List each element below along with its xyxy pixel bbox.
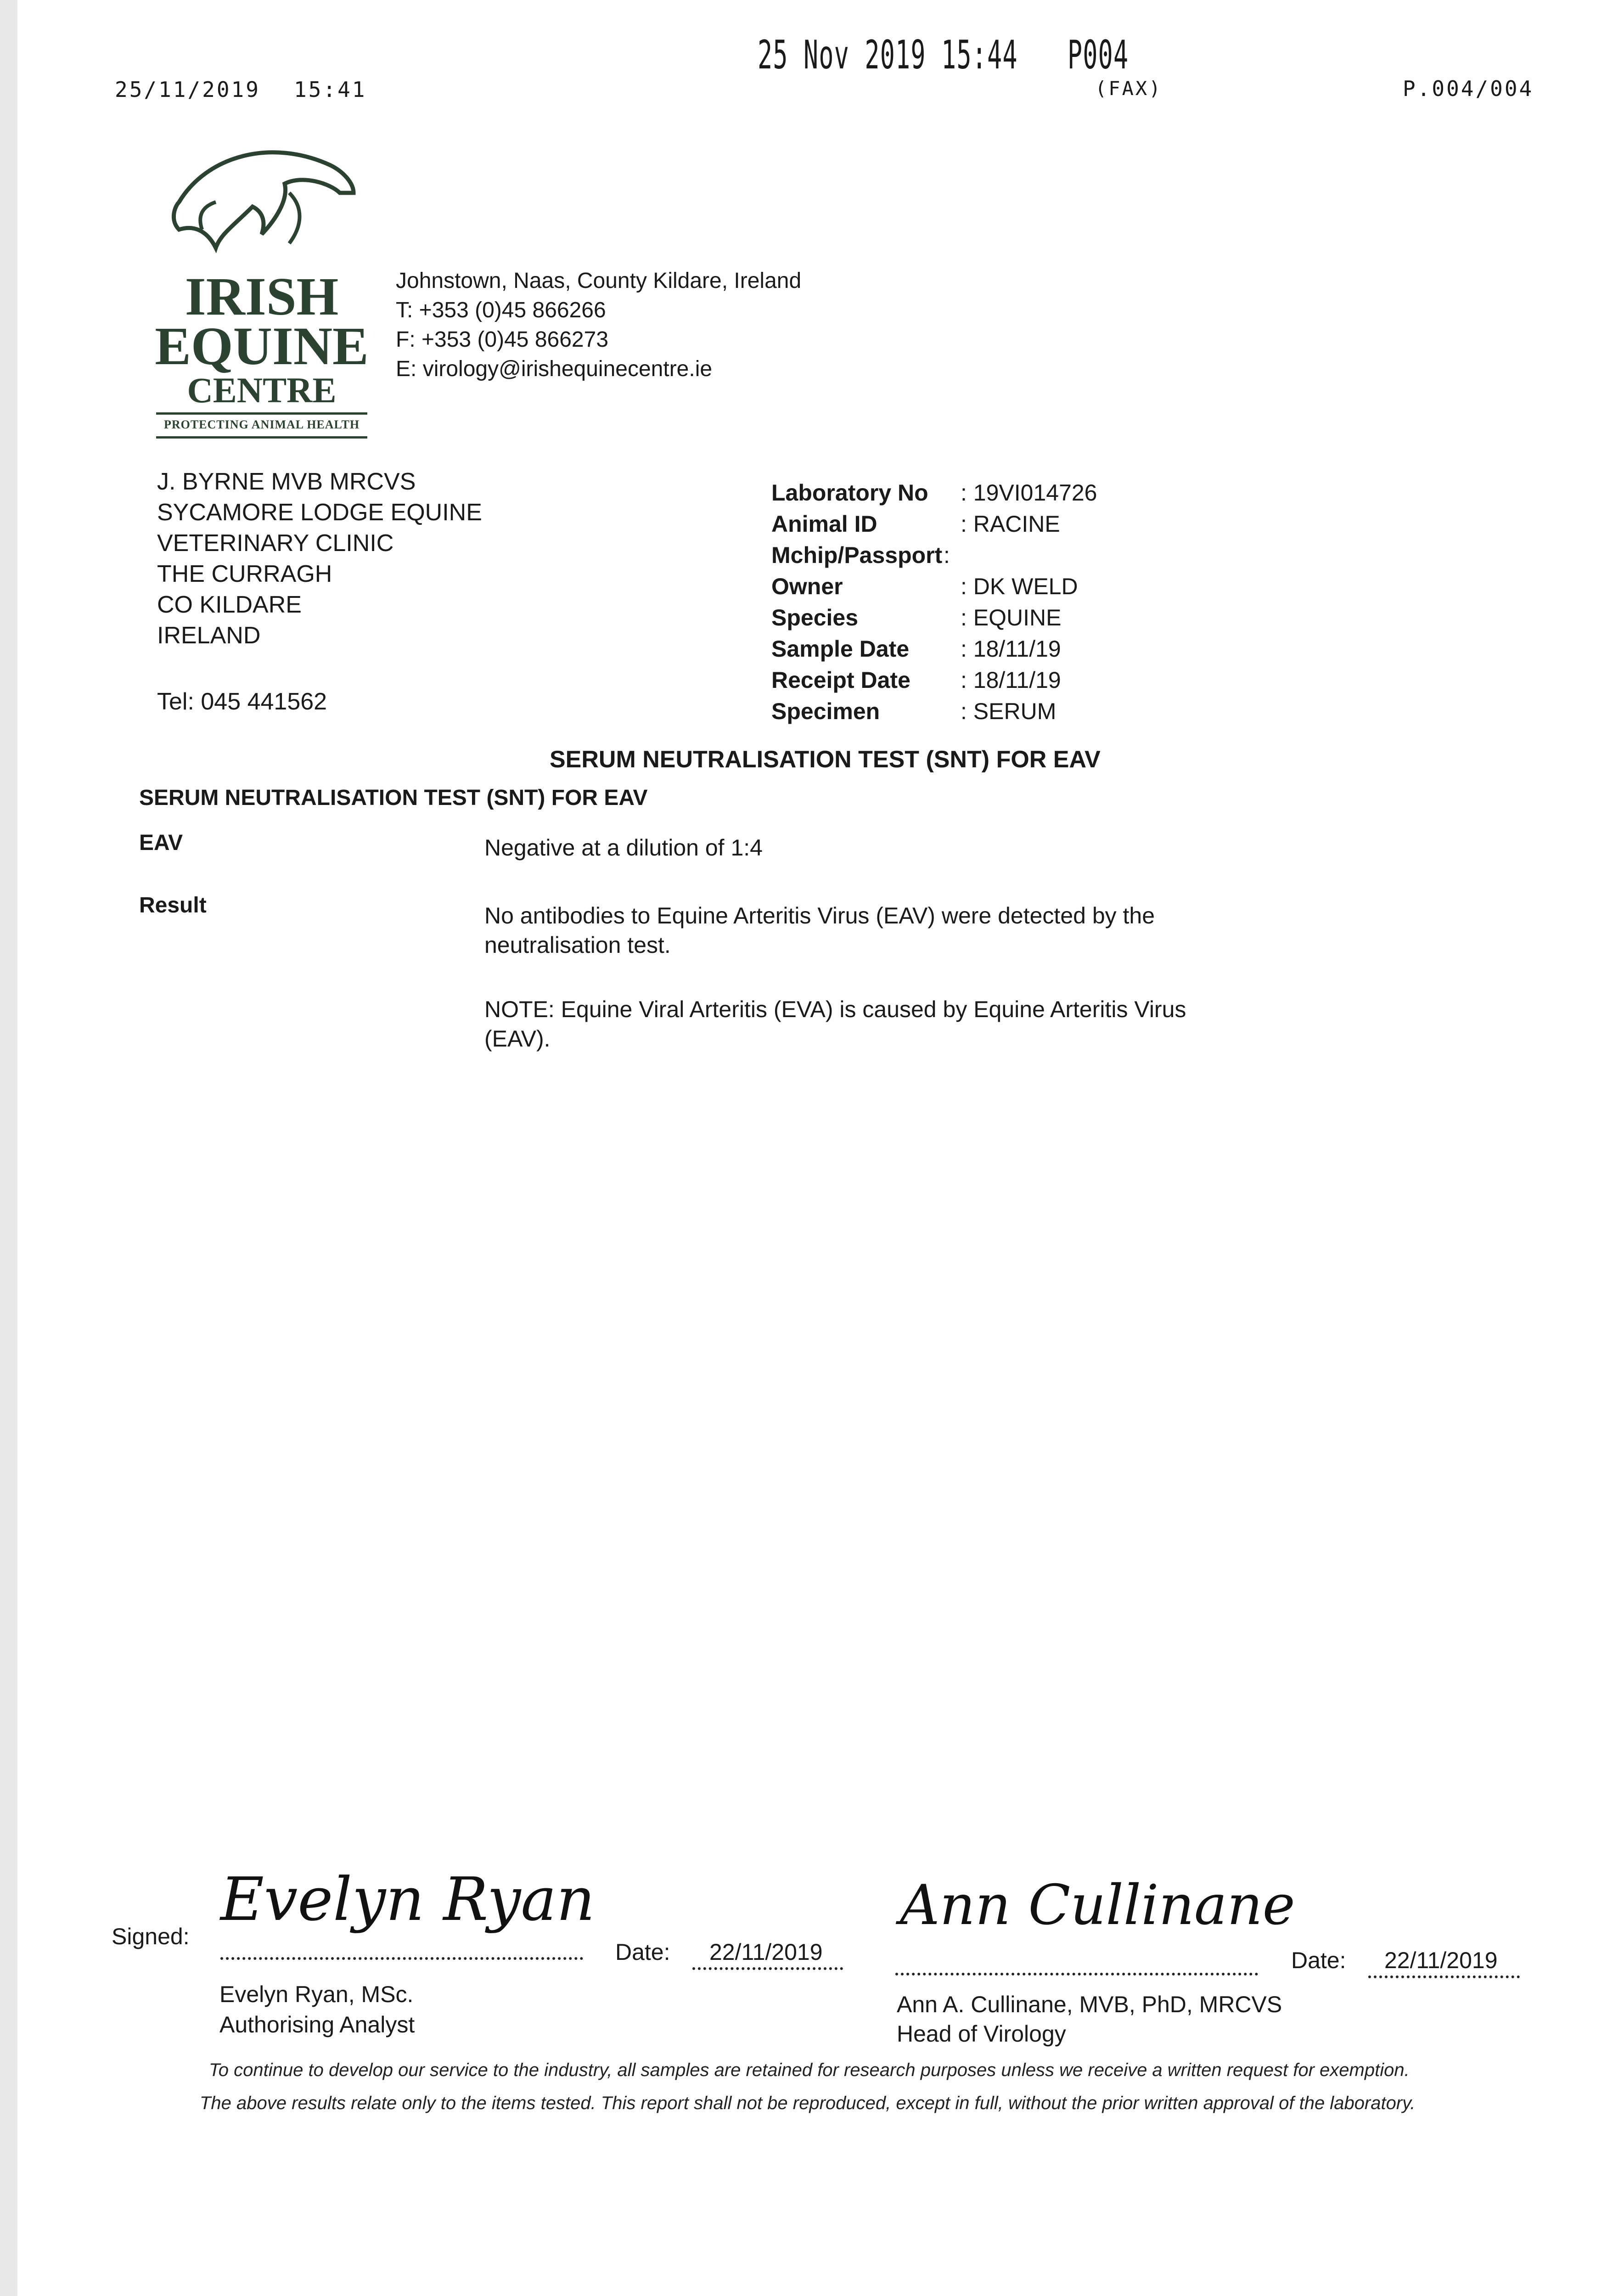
info-species [771, 604, 1139, 636]
lab-phone: T: +353 (0)45 866266 [396, 298, 606, 322]
analyst-signature-line [220, 1957, 583, 1960]
footer-line-2: The above results relate only to the items tested. This report shall not be reproduced, except in full, without the prior written approval of the laboratory. [200, 2093, 1416, 2113]
info-sample-date [771, 636, 1139, 667]
analyst-date-label: Date: [615, 1939, 670, 1965]
info-laboratory-no [771, 479, 1139, 511]
eav-label: EAV [139, 831, 183, 855]
result-line: No antibodies to Equine Arteritis Virus (EAV) were detected by the [484, 903, 1155, 929]
info-value: : [944, 542, 950, 568]
result-text [484, 901, 1155, 960]
info-value: : 19VI014726 [961, 480, 1097, 506]
info-label: Specimen [771, 698, 880, 724]
info-label: Species [771, 605, 859, 630]
footer-line-1: To continue to develop our service to the industry, all samples are retained for research purposes unless we receive a written request for exemption. [209, 2060, 1410, 2080]
fax-date-left: 25/11/2019 [115, 77, 260, 102]
recipient-tel: Tel: 045 441562 [157, 688, 327, 715]
head-date: 22/11/2019 [1384, 1947, 1498, 1973]
info-value: : 18/11/19 [961, 667, 1061, 693]
head-date-line [1368, 1975, 1520, 1978]
info-label: Mchip/Passport [771, 542, 943, 568]
info-animal-id [771, 511, 1139, 542]
recipient-line: THE CURRAGH [157, 561, 332, 587]
section-heading: SERUM NEUTRALISATION TEST (SNT) FOR EAV [139, 786, 648, 810]
head-date-label: Date: [1291, 1947, 1346, 1973]
info-label: Animal ID [771, 511, 877, 537]
fax-page-count: P.004/004 [1403, 76, 1534, 101]
info-value: : RACINE [961, 511, 1060, 537]
recipient-address [157, 467, 482, 651]
info-value: : SERUM [961, 698, 1056, 724]
result-line: neutralisation test. [484, 932, 671, 958]
info-value: : DK WELD [961, 574, 1078, 599]
info-owner [771, 573, 1139, 604]
signed-label: Signed: [112, 1924, 190, 1949]
horse-icon [152, 138, 372, 276]
lab-contact [396, 266, 801, 384]
analyst-date-line [692, 1967, 843, 1970]
recipient-line: VETERINARY CLINIC [157, 530, 394, 557]
note-line: NOTE: Equine Viral Arteritis (EVA) is caused by Equine Arteritis Virus [484, 996, 1186, 1022]
fax-page-type: (FAX) [1095, 77, 1163, 100]
info-value: : EQUINE [961, 605, 1062, 630]
logo-line-centre: CENTRE [187, 370, 337, 410]
result-label: Result [139, 893, 207, 917]
report-title: SERUM NEUTRALISATION TEST (SNT) FOR EAV [550, 746, 1101, 773]
info-mchip-passport [771, 542, 1139, 573]
analyst-name: Evelyn Ryan, MSc. [219, 1981, 414, 2007]
lab-email: E: virology@irishequinecentre.ie [396, 357, 713, 381]
note-line: (EAV). [484, 1026, 551, 1052]
eav-value: Negative at a dilution of 1:4 [484, 835, 763, 861]
info-label: Sample Date [771, 636, 910, 662]
logo-line-irish: IRISH [185, 266, 339, 326]
recipient-line: CO KILDARE [157, 591, 302, 618]
recipient-line: SYCAMORE LODGE EQUINE [157, 499, 482, 526]
note-text [484, 995, 1186, 1053]
logo-line-equine: EQUINE [155, 316, 369, 376]
logo-rule-top [156, 412, 367, 415]
info-value: : 18/11/19 [961, 636, 1061, 662]
info-label: Receipt Date [771, 667, 910, 693]
lab-fax: F: +353 (0)45 866273 [396, 327, 609, 352]
recipient-line: IRELAND [157, 622, 261, 649]
logo-tagline: PROTECTING ANIMAL HEALTH [163, 418, 360, 431]
info-label: Owner [771, 574, 843, 599]
head-title: Head of Virology [897, 2021, 1066, 2047]
info-label: Laboratory No [771, 480, 928, 506]
info-receipt-date [771, 667, 1139, 698]
recipient-line: J. BYRNE MVB MRCVS [157, 468, 416, 495]
scan-edge [0, 0, 17, 2296]
head-signature: Ann Cullinane [900, 1874, 1295, 1937]
head-signature-line [895, 1973, 1258, 1975]
fax-stamp: 25 Nov 2019 15:44 [758, 32, 1018, 78]
lab-address: Johnstown, Naas, County Kildare, Ireland [396, 269, 802, 293]
analyst-signature: Evelyn Ryan [220, 1864, 595, 1934]
analyst-date: 22/11/2019 [709, 1939, 823, 1965]
analyst-title: Authorising Analyst [219, 2012, 415, 2037]
irish-equine-centre-logo [152, 138, 372, 450]
head-name: Ann A. Cullinane, MVB, PhD, MRCVS [897, 1992, 1282, 2017]
fax-page-code: P004 [1068, 32, 1129, 78]
info-specimen [771, 698, 1139, 729]
fax-time-left: 15:41 [294, 77, 367, 102]
logo-rule-bottom [156, 436, 367, 439]
